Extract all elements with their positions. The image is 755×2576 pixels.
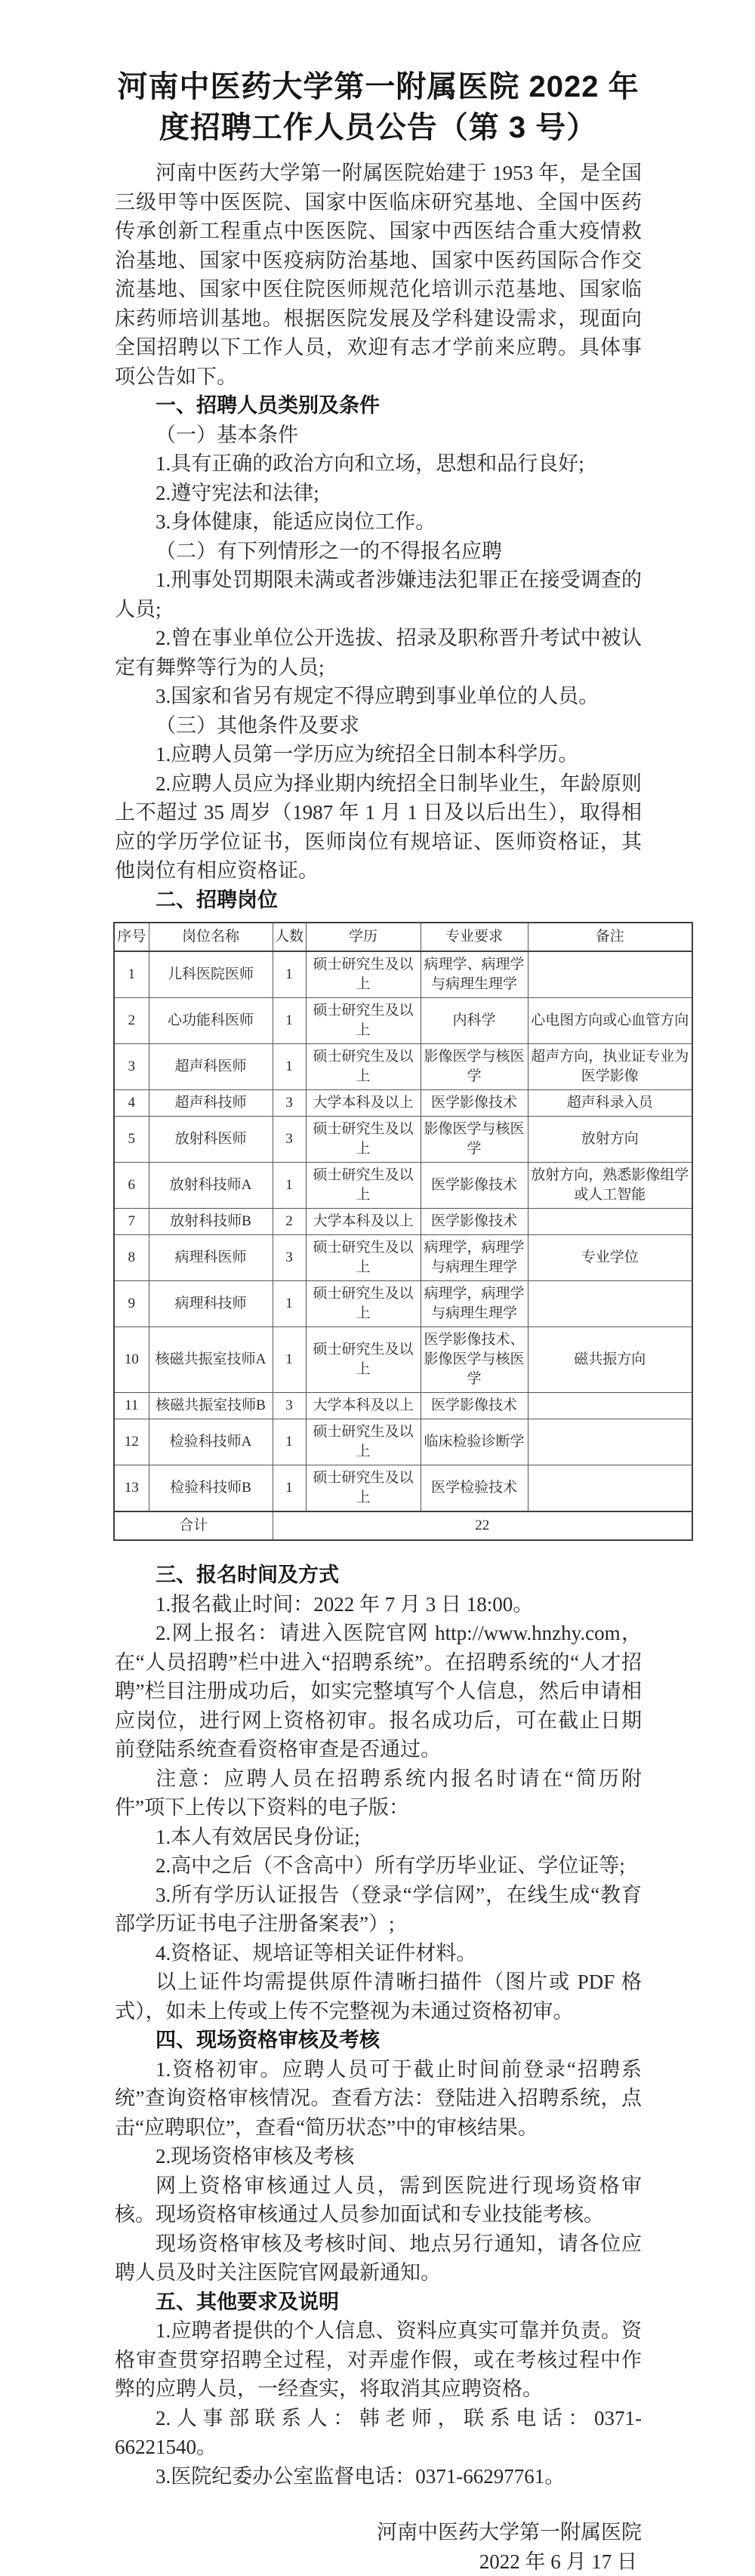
cell-count: 1 bbox=[273, 1465, 306, 1512]
cell-education: 硕士研究生及以上 bbox=[306, 1117, 421, 1163]
cell-position: 儿科医院医师 bbox=[149, 951, 273, 998]
cell-education: 硕士研究生及以上 bbox=[306, 951, 421, 998]
onsite-review-notice: 现场资格审核及考核时间、地点另行通知，请各位应聘人员及时关注医院官网最新通知。 bbox=[115, 2229, 642, 2288]
cell-seq: 3 bbox=[114, 1044, 149, 1090]
cell-position: 放射科医师 bbox=[149, 1117, 273, 1163]
cell-education: 硕士研究生及以上 bbox=[306, 1281, 421, 1327]
cell-remarks bbox=[528, 1281, 692, 1327]
cell-major: 病理学，病理学与病理生理学 bbox=[421, 1235, 528, 1281]
upload-item: 3.所有学历认证报告（登录“学信网”，在线生成“教育部学历证书电子注册备案表”）; bbox=[115, 1881, 642, 1939]
sub-heading-other-requirements: （三）其他条件及要求 bbox=[115, 711, 642, 741]
cell-remarks bbox=[528, 951, 692, 998]
cell-remarks: 超声方向，执业证专业为医学影像 bbox=[528, 1044, 692, 1090]
section-5-heading: 五、其他要求及说明 bbox=[115, 2288, 642, 2317]
header-cell-count: 人数 bbox=[273, 923, 306, 951]
condition-item: 1.具有正确的政治方向和立场，思想和品行良好; bbox=[115, 449, 642, 479]
cell-seq: 1 bbox=[114, 951, 149, 998]
disqualification-item: 1.刑事处罚期限未满或者涉嫌违法犯罪正在接受调查的人员; bbox=[115, 565, 642, 624]
hr-contact: 2.人事部联系人：韩老师，联系电话：0371-66221540。 bbox=[115, 2404, 642, 2462]
cell-count: 3 bbox=[273, 1090, 306, 1117]
cell-count: 2 bbox=[273, 1209, 306, 1235]
signature-org: 河南中医药大学第一附属医院 bbox=[115, 2518, 642, 2547]
cell-major: 病理学、病理学与病理生理学 bbox=[421, 951, 528, 998]
cell-remarks: 超声科录入员 bbox=[528, 1090, 692, 1117]
header-cell-education: 学历 bbox=[306, 923, 421, 951]
registration-deadline: 1.报名截止时间：2022 年 7 月 3 日 18:00。 bbox=[115, 1590, 642, 1619]
scan-requirement-note: 以上证件均需提供原件清晰扫描件（图片或 PDF 格式），如未上传或上传不完整视为未通过资格初审。 bbox=[115, 1967, 642, 2026]
cell-remarks bbox=[528, 1465, 692, 1512]
section-3-heading: 三、报名时间及方式 bbox=[115, 1561, 642, 1590]
cell-count: 1 bbox=[273, 1163, 306, 1209]
sub-heading-disqualifications: （二）有下列情形之一的不得报名应聘 bbox=[115, 537, 642, 566]
cell-position: 放射科技师B bbox=[149, 1209, 273, 1235]
cell-major: 医学影像技术、影像医学与核医学 bbox=[421, 1327, 528, 1393]
cell-education: 硕士研究生及以上 bbox=[306, 1327, 421, 1393]
table-row bbox=[114, 1327, 692, 1393]
table-row bbox=[114, 1117, 692, 1163]
disqualification-item: 3.国家和省另有规定不得应聘到事业单位的人员。 bbox=[115, 682, 642, 711]
table-row bbox=[114, 1044, 692, 1090]
table-row bbox=[114, 951, 692, 998]
page-title: 河南中医药大学第一附属医院 2022 年度招聘工作人员公告（第 3 号） bbox=[115, 66, 642, 148]
sub-heading-basic-conditions: （一）基本条件 bbox=[115, 421, 642, 450]
upload-item: 4.资格证、规培证等相关证件材料。 bbox=[115, 1939, 642, 1968]
disqualification-item: 2.曾在事业单位公开选拔、招录及职称晋升考试中被认定有舞弊等行为的人员; bbox=[115, 624, 642, 682]
condition-item: 2.遵守宪法和法律; bbox=[115, 479, 642, 508]
other-requirement-item: 2.应聘人员应为择业期内统招全日制毕业生，年龄原则上不超过 35 周岁（1987 年 1 月 1 日及以后出生），取得相应的学历学位证书，医师岗位有规培证、医师资格证，其他岗位有相应资格证。 bbox=[115, 769, 642, 886]
cell-major: 影像医学与核医学 bbox=[421, 1044, 528, 1090]
cell-position: 病理科技师 bbox=[149, 1281, 273, 1327]
cell-remarks: 放射方向 bbox=[528, 1117, 692, 1163]
upload-item: 2.高中之后（不含高中）所有学历毕业证、学位证等; bbox=[115, 1851, 642, 1881]
cell-position: 核磁共振室技师B bbox=[149, 1393, 273, 1419]
section-1-heading: 一、招聘人员类别及条件 bbox=[115, 391, 642, 421]
onsite-review-detail: 网上资格审核通过人员，需到医院进行现场资格审核。现场资格审核通过人员参加面试和专业技能考核。 bbox=[115, 2171, 642, 2229]
cell-seq: 11 bbox=[114, 1393, 149, 1419]
positions-table bbox=[113, 922, 693, 1541]
table-row bbox=[114, 1163, 692, 1209]
cell-count: 1 bbox=[273, 1419, 306, 1465]
cell-major: 影像医学与核医学 bbox=[421, 1117, 528, 1163]
online-registration: 2.网上报名：请进入医院官网 http://www.hnzhy.com，在“人员招聘”栏中进入“招聘系统”。在招聘系统的“人才招聘”栏目注册成功后，如实完整填写个人信息，然后申请相应岗位，进行网上资格初审。报名成功后，可在截止日期前登陆系统查看资格审查是否通过。 bbox=[115, 1619, 642, 1764]
table-header-row bbox=[114, 923, 692, 951]
cell-major: 医学影像技术 bbox=[421, 1209, 528, 1235]
cell-seq: 8 bbox=[114, 1235, 149, 1281]
cell-seq: 5 bbox=[114, 1117, 149, 1163]
cell-remarks bbox=[528, 1419, 692, 1465]
condition-item: 3.身体健康，能适应岗位工作。 bbox=[115, 507, 642, 537]
cell-count: 3 bbox=[273, 1235, 306, 1281]
cell-seq: 6 bbox=[114, 1163, 149, 1209]
cell-major: 病理学，病理学与病理生理学 bbox=[421, 1281, 528, 1327]
cell-remarks bbox=[528, 1209, 692, 1235]
cell-seq: 4 bbox=[114, 1090, 149, 1117]
cell-position: 放射科技师A bbox=[149, 1163, 273, 1209]
upload-item: 1.本人有效居民身份证; bbox=[115, 1823, 642, 1852]
header-cell-remarks: 备注 bbox=[528, 923, 692, 951]
cell-education: 硕士研究生及以上 bbox=[306, 1235, 421, 1281]
cell-seq: 13 bbox=[114, 1465, 149, 1512]
table-row bbox=[114, 1393, 692, 1419]
attention-note: 注意：应聘人员在招聘系统内报名时请在“简历附件”项下上传以下资料的电子版： bbox=[115, 1764, 642, 1823]
table-row bbox=[114, 1090, 692, 1117]
cell-major: 医学影像技术 bbox=[421, 1090, 528, 1117]
cell-education: 大学本科及以上 bbox=[306, 1393, 421, 1419]
header-cell-major: 专业要求 bbox=[421, 923, 528, 951]
cell-education: 大学本科及以上 bbox=[306, 1209, 421, 1235]
cell-seq: 7 bbox=[114, 1209, 149, 1235]
cell-major: 医学影像技术 bbox=[421, 1393, 528, 1419]
table-row bbox=[114, 1281, 692, 1327]
cell-remarks: 心电图方向或心血管方向 bbox=[528, 998, 692, 1044]
signature-date: 2022 年 6 月 17 日 bbox=[115, 2547, 642, 2576]
header-cell-seq: 序号 bbox=[114, 923, 149, 951]
cell-count: 1 bbox=[273, 1327, 306, 1393]
header-cell-position: 岗位名称 bbox=[149, 923, 273, 951]
cell-education: 硕士研究生及以上 bbox=[306, 998, 421, 1044]
table-row bbox=[114, 998, 692, 1044]
section-2-heading: 二、招聘岗位 bbox=[115, 886, 642, 915]
onsite-review-subheading: 2.现场资格审核及考核 bbox=[115, 2142, 642, 2171]
table-row bbox=[114, 1465, 692, 1512]
cell-remarks: 放射方向，熟悉影像组学或人工智能 bbox=[528, 1163, 692, 1209]
cell-seq: 10 bbox=[114, 1327, 149, 1393]
cell-position: 检验科技师A bbox=[149, 1419, 273, 1465]
cell-education: 硕士研究生及以上 bbox=[306, 1163, 421, 1209]
cell-education: 硕士研究生及以上 bbox=[306, 1465, 421, 1512]
cell-count: 1 bbox=[273, 1281, 306, 1327]
table-row bbox=[114, 1419, 692, 1465]
cell-education: 硕士研究生及以上 bbox=[306, 1419, 421, 1465]
cell-major: 临床检验诊断学 bbox=[421, 1419, 528, 1465]
supervision-phone: 3.医院纪委办公室监督电话：0371-66297761。 bbox=[115, 2462, 642, 2491]
cell-position: 检验科技师B bbox=[149, 1465, 273, 1512]
intro-paragraph: 河南中医药大学第一附属医院始建于 1953 年，是全国三级甲等中医医院、国家中医临床研究基地、全国中医药传承创新工程重点中医医院、国家中西医结合重大疫情救治基地、国家中医疫病防治基地、国家中医药国际合作交流基地、国家中医住院医师规范化培训示范基地、国家临床药师培训基地。根据医院发展及学科建设需求，现面向全国招聘以下工作人员，欢迎有志才学前来应聘。具体事项公告如下。 bbox=[115, 159, 642, 391]
cell-count: 1 bbox=[273, 951, 306, 998]
cell-position: 核磁共振室技师A bbox=[149, 1327, 273, 1393]
cell-major: 医学影像技术 bbox=[421, 1163, 528, 1209]
preliminary-review: 1.资格初审。应聘人员可于截止时间前登录“招聘系统”查询资格审核情况。查看方法：登陆进入招聘系统，点击“应聘职位”，查看“简历状态”中的审核结果。 bbox=[115, 2055, 642, 2143]
cell-seq: 2 bbox=[114, 998, 149, 1044]
cell-position: 心功能科医师 bbox=[149, 998, 273, 1044]
cell-position: 病理科医师 bbox=[149, 1235, 273, 1281]
total-label-cell: 合计 bbox=[114, 1511, 273, 1540]
cell-education: 大学本科及以上 bbox=[306, 1090, 421, 1117]
table-row bbox=[114, 1209, 692, 1235]
cell-remarks: 磁共振方向 bbox=[528, 1327, 692, 1393]
cell-position: 超声科医师 bbox=[149, 1044, 273, 1090]
cell-education: 硕士研究生及以上 bbox=[306, 1044, 421, 1090]
table-total-row bbox=[114, 1511, 692, 1540]
cell-major: 医学检验技术 bbox=[421, 1465, 528, 1512]
cell-count: 1 bbox=[273, 998, 306, 1044]
cell-major: 内科学 bbox=[421, 998, 528, 1044]
cell-count: 3 bbox=[273, 1117, 306, 1163]
cell-count: 3 bbox=[273, 1393, 306, 1419]
other-note: 1.应聘者提供的个人信息、资料应真实可靠并负责。资格审查贯穿招聘全过程，对弄虚作假，或在考核过程中作弊的应聘人员，一经查实，将取消其应聘资格。 bbox=[115, 2316, 642, 2404]
section-4-heading: 四、现场资格审核及考核 bbox=[115, 2026, 642, 2055]
cell-seq: 9 bbox=[114, 1281, 149, 1327]
table-row bbox=[114, 1235, 692, 1281]
total-value-cell: 22 bbox=[273, 1511, 692, 1540]
cell-seq: 12 bbox=[114, 1419, 149, 1465]
cell-remarks: 专业学位 bbox=[528, 1235, 692, 1281]
cell-remarks bbox=[528, 1393, 692, 1419]
cell-position: 超声科技师 bbox=[149, 1090, 273, 1117]
cell-count: 1 bbox=[273, 1044, 306, 1090]
other-requirement-item: 1.应聘人员第一学历应为统招全日制本科学历。 bbox=[115, 740, 642, 769]
